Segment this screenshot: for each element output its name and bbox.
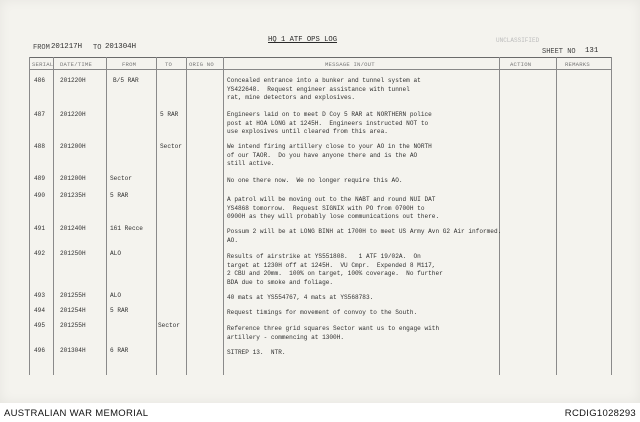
table-top-rule: [29, 57, 612, 58]
archive-credit: AUSTRALIAN WAR MEMORIAL: [4, 408, 149, 419]
serial-cell: 487: [34, 111, 45, 118]
serial-cell: 489: [34, 175, 45, 182]
from-cell: ALO: [110, 292, 121, 299]
message-cell: A patrol will be moving out to the NABT and round NUI DAT YS4868 tomorrow. Request SIGNIX with PO from 0700H to 0900H as they will probably lose communications out there.: [227, 196, 440, 221]
from-cell: 5 RAR: [110, 307, 129, 314]
datetime-cell: 201235H: [60, 192, 86, 199]
datetime-cell: 201200H: [60, 175, 86, 182]
serial-cell: 488: [34, 143, 45, 150]
datetime-cell: 201255H: [60, 322, 86, 329]
to-cell: Sector: [160, 143, 182, 150]
serial-cell: 496: [34, 347, 45, 354]
message-cell: Reference three grid squares Sector want us to engage with artillery - commencing at 1300H.: [227, 325, 440, 341]
from-label: FROM: [33, 44, 50, 52]
col-header-serial: SERIAL: [32, 61, 54, 68]
message-cell: We intend firing artillery close to your AO in the NORTH of our TAOR. Do you have anyone there and is the AO still active.: [227, 143, 432, 168]
datetime-cell: 201200H: [60, 143, 86, 150]
col-divider: [106, 57, 107, 375]
serial-cell: 492: [34, 250, 45, 257]
to-cell: Sector: [158, 322, 180, 329]
col-header-to: TO: [165, 61, 173, 68]
datetime-cell: 201220H: [60, 77, 86, 84]
col-header-action: ACTION: [510, 61, 532, 68]
message-cell: 40 mats at YS554767, 4 mats at YS568783.: [227, 294, 374, 301]
serial-cell: 486: [34, 77, 45, 84]
sheet-number: 131: [585, 47, 599, 55]
col-header-message: MESSAGE IN/OUT: [325, 61, 375, 68]
from-cell: 5 RAR: [110, 192, 129, 199]
datetime-cell: 201240H: [60, 225, 86, 232]
col-divider: [156, 57, 157, 375]
message-cell: SITREP 13. NTR.: [227, 349, 286, 356]
col-divider: [556, 57, 557, 375]
from-cell: B/5 RAR: [113, 77, 139, 84]
serial-cell: 490: [34, 192, 45, 199]
sheet-label: SHEET NO: [542, 48, 576, 56]
col-divider: [611, 57, 612, 375]
serial-cell: 495: [34, 322, 45, 329]
col-divider: [29, 57, 30, 375]
to-value: 201304H: [105, 43, 137, 51]
from-cell: 161 Recce: [110, 225, 143, 232]
to-label: TO: [93, 44, 102, 52]
log-title: HQ 1 ATF OPS LOG: [268, 36, 338, 44]
datetime-cell: 201304H: [60, 347, 86, 354]
datetime-cell: 201255H: [60, 292, 86, 299]
col-divider: [186, 57, 187, 375]
col-header-datetime: DATE/TIME: [60, 61, 93, 68]
serial-cell: 493: [34, 292, 45, 299]
datetime-cell: 201254H: [60, 307, 86, 314]
to-cell: 5 RAR: [160, 111, 179, 118]
col-divider: [223, 57, 224, 375]
message-cell: No one there now. We no longer require this AO.: [227, 177, 403, 184]
col-header-from: FROM: [122, 61, 137, 68]
col-divider: [53, 57, 54, 375]
message-cell: Possum 2 will be at LONG BINH at 1700H to meet US Army Avn G2 Air informed. AO.: [227, 228, 502, 244]
message-cell: Request timings for movement of convoy to the South.: [227, 309, 418, 316]
col-divider: [499, 57, 500, 375]
col-header-orig-no: ORIG NO: [189, 61, 214, 68]
message-cell: Concealed entrance into a bunker and tunnel system at YS422648. Request engineer assistance with tunnel rat, mine detectors and explosives.: [227, 77, 421, 102]
from-value: 201217H: [51, 43, 83, 51]
record-id: RCDIG1028293: [564, 408, 636, 419]
datetime-cell: 201250H: [60, 250, 86, 257]
message-cell: Engineers laid on to meet D Coy 5 RAR at NORTHERN police post at HOA LONG at 1245H. Engineers instructed NOT to use explosives until cleared from this area.: [227, 111, 432, 136]
from-cell: 6 RAR: [110, 347, 129, 354]
serial-cell: 491: [34, 225, 45, 232]
message-cell: Results of airstrike at YS551808. 1 ATF 19/02A. On target at 1230H off at 1245H. VU Cmpr. Expended 8 M117, 2 CBU and 20mm. 100% on target, 100% coverage. No further BDA due to smoke and foliage.: [227, 253, 443, 286]
col-header-remarks: REMARKS: [565, 61, 590, 68]
from-cell: Sector: [110, 175, 132, 182]
from-cell: ALO: [110, 250, 121, 257]
serial-cell: 494: [34, 307, 45, 314]
table-header-rule: [29, 69, 612, 70]
datetime-cell: 201220H: [60, 111, 86, 118]
faint-stamp: UNCLASSIFIED: [496, 37, 540, 44]
